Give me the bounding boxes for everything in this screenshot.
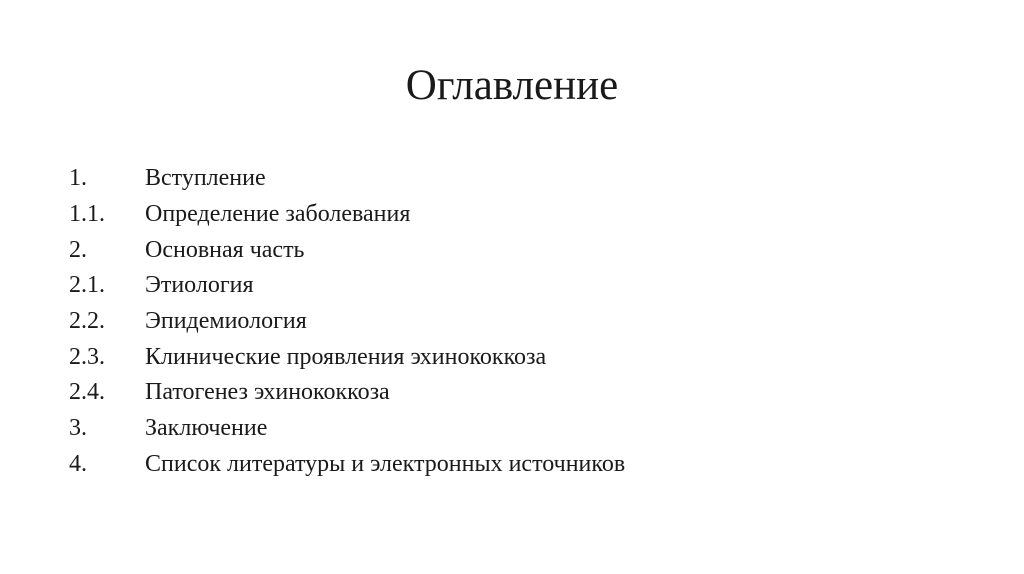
toc-item [69, 197, 625, 233]
toc-item-number: 3. [69, 415, 87, 442]
toc-item-text: Основная часть [145, 236, 305, 263]
toc-item-text: Клинические проявления эхинококкоза [145, 343, 547, 370]
toc-item-number: 1. [69, 165, 87, 192]
toc-item [69, 232, 625, 268]
toc-item [69, 268, 625, 304]
toc-item-number: 2.2. [69, 308, 105, 335]
toc-item [69, 304, 625, 340]
toc-item-text: Вступление [145, 165, 266, 192]
toc-item-number: 2.4. [69, 379, 105, 406]
toc-item [69, 375, 625, 411]
toc-item-text: Определение заболевания [145, 201, 411, 228]
toc-item [69, 411, 625, 447]
slide-title: Оглавление [405, 62, 619, 109]
toc-item-text: Эпидемиология [145, 308, 307, 335]
toc-item-text: Заключение [145, 415, 268, 442]
toc-item [69, 447, 625, 483]
toc-item-text: Патогенез эхинококкоза [145, 379, 390, 406]
toc-item-number: 2.3. [69, 343, 105, 370]
toc-item-text: Этиология [145, 272, 254, 299]
toc-item-number: 4. [69, 450, 87, 477]
toc-item-number: 1.1. [69, 201, 105, 228]
toc-item [69, 161, 625, 197]
toc-item-number: 2. [69, 236, 87, 263]
toc-item [69, 339, 625, 375]
table-of-contents [69, 161, 625, 482]
toc-item-text: Список литературы и электронных источников [145, 450, 626, 477]
toc-item-number: 2.1. [69, 272, 105, 299]
